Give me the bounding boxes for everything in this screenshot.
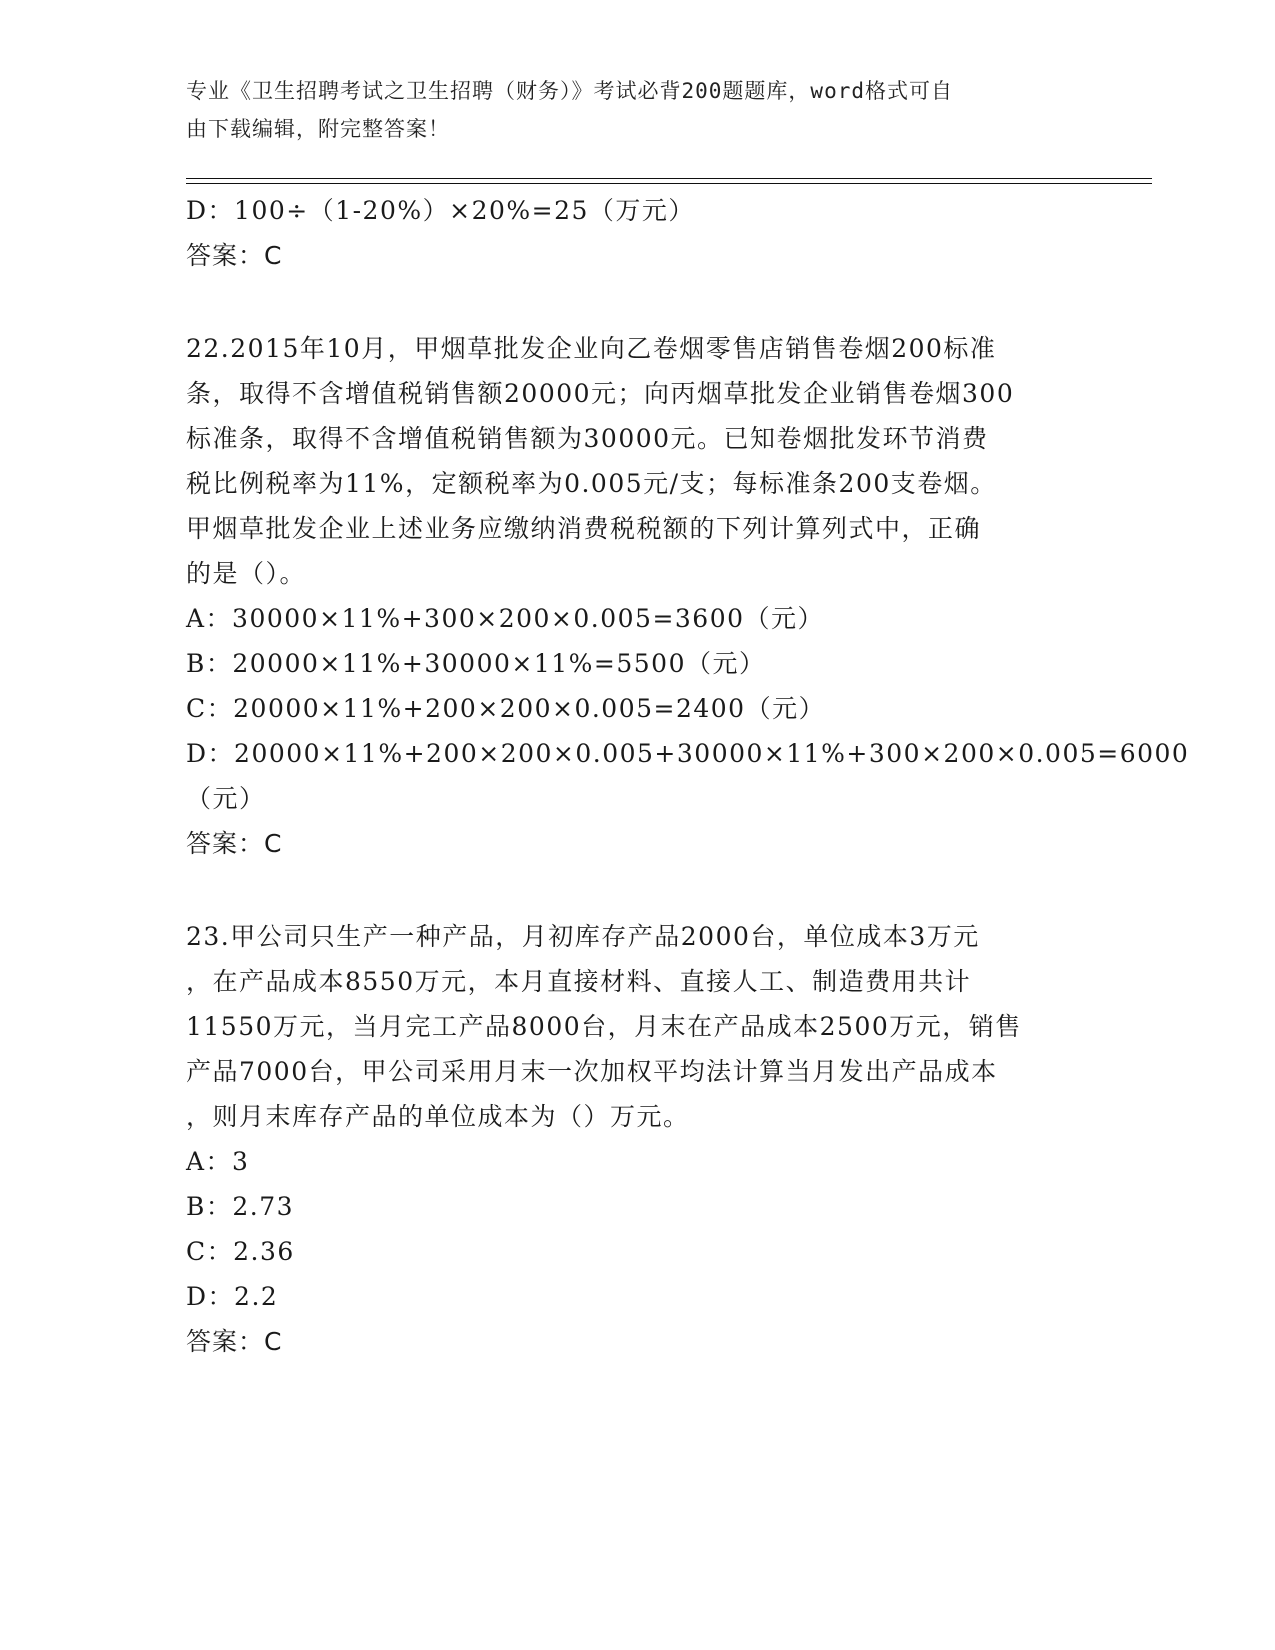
document-header [186,72,1066,148]
question-text-line: 产品7000台，甲公司采用月末一次加权平均法计算当月发出产品成本 [186,1057,998,1086]
answer-line: 答案：C [186,1327,283,1356]
header-divider-top [186,178,1152,179]
option-a: A：3 [186,1147,250,1176]
spacer [186,866,1086,914]
question-text-line: 标准条，取得不含增值税销售额为30000元。已知卷烟批发环节消费 [186,424,989,453]
header-divider-bottom [186,183,1152,184]
question-text-line: 税比例税率为11%，定额税率为0.005元/支；每标准条200支卷烟。 [186,469,997,498]
question-text-line: ，则月末库存产品的单位成本为（）万元。 [186,1102,690,1131]
option-d-continued: （元） [186,784,266,813]
option-a: A：30000×11%+300×200×0.005=3600（元） [186,604,825,633]
option-d: D：2.2 [186,1282,279,1311]
option-c: C：20000×11%+200×200×0.005=2400（元） [186,694,826,723]
question-text-line: 22.2015年10月，甲烟草批发企业向乙卷烟零售店销售卷烟200标准 [186,334,997,363]
question-text-line: ，在产品成本8550万元，本月直接材料、直接人工、制造费用共计 [186,967,972,996]
header-line-1: 专业《卫生招聘考试之卫生招聘（财务）》考试必背200题题库，word格式可自 [186,79,953,103]
question-23 [186,914,1086,1364]
answer-line: 答案：C [186,241,283,270]
document-body [186,188,1190,1364]
question-text-line: 11550万元，当月完工产品8000台，月末在产品成本2500万元，销售 [186,1012,1022,1041]
question-22 [186,326,1190,866]
question-text-line: 23.甲公司只生产一种产品，月初库存产品2000台，单位成本3万元 [186,922,980,951]
spacer [186,278,1086,326]
question-21-tail [186,188,1086,278]
option-c: C：2.36 [186,1237,295,1266]
option-b: B：20000×11%+30000×11%=5500（元） [186,649,766,678]
header-line-2: 由下载编辑，附完整答案！ [186,117,450,141]
option-d: D：20000×11%+200×200×0.005+30000×11%+300×200×0.005=6000 [186,739,1190,768]
question-text-line: 条，取得不含增值税销售额20000元；向丙烟草批发企业销售卷烟300 [186,379,1015,408]
option-d: D：100÷（1-20%）×20%=25（万元） [186,196,695,225]
question-text-line: 甲烟草批发企业上述业务应缴纳消费税税额的下列计算列式中，正确 [186,514,982,543]
option-b: B：2.73 [186,1192,295,1221]
question-text-line: 的是（）。 [186,559,307,588]
answer-line: 答案：C [186,829,283,858]
